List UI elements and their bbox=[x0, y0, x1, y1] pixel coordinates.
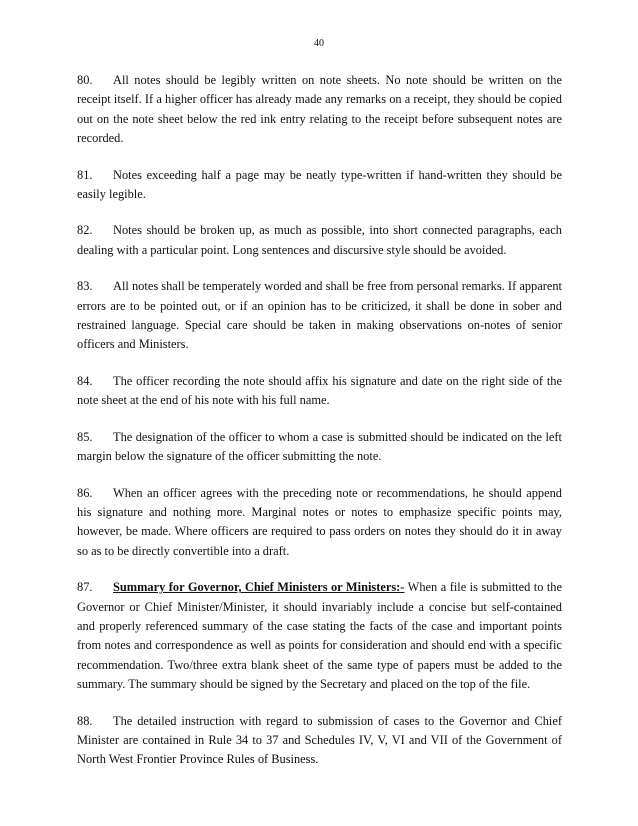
paragraph-text: Notes exceeding half a page may be neatly type-written if hand-written they should be easily legible. bbox=[77, 167, 562, 202]
paragraph-87 bbox=[77, 578, 562, 694]
paragraph-text: The designation of the officer to whom a case is submitted should be indicated on the left margin below the signature of the officer submitting the note. bbox=[77, 429, 562, 464]
paragraph-number: 87. bbox=[77, 580, 93, 595]
page-number: 40 bbox=[314, 38, 324, 49]
document-body bbox=[77, 71, 562, 787]
paragraph-text: The detailed instruction with regard to submission of cases to the Governor and Chief Minister are contained in Rule 34 to 37 and Schedules IV, V, VI and VII of the Government of North West Frontier Province Rules of Business. bbox=[77, 713, 562, 767]
section-heading: Summary for Governor, Chief Ministers or Ministers:- bbox=[113, 580, 405, 595]
paragraph-number: 83. bbox=[77, 279, 93, 294]
paragraph-number: 88. bbox=[77, 713, 93, 728]
paragraph-number: 85. bbox=[77, 429, 93, 444]
paragraph-text: All notes should be legibly written on note sheets. No note should be written on the receipt itself. If a higher officer has already made any remarks on a receipt, they should be copied out on the note sheet below the red ink entry relating to the receipt before subsequent notes are recorded. bbox=[77, 73, 562, 146]
paragraph-text: Notes should be broken up, as much as possible, into short connected paragraphs, each dealing with a particular point. Long sentences and discursive style should be avoided. bbox=[77, 223, 562, 257]
paragraph-text: All notes shall be temperately worded and shall be free from personal remarks. If apparent errors are to be pointed out, or if an opinion has to be criticized, it shall be done in sober and restrained language. Special care should be taken in making observations on-notes of senior officers and Ministers. bbox=[77, 279, 562, 352]
paragraph-88 bbox=[77, 712, 562, 770]
paragraph-text: The officer recording the note should affix his signature and date on the right side of the note sheet at the end of his note with his full name. bbox=[77, 373, 562, 408]
paragraph-number: 80. bbox=[77, 73, 93, 87]
paragraph-84 bbox=[77, 372, 562, 411]
paragraph-85 bbox=[77, 428, 562, 467]
paragraph-number: 84. bbox=[77, 373, 93, 388]
paragraph-text: When an officer agrees with the preceding note or recommendations, he should append his signature and nothing more. Marginal notes or notes to emphasize specific points may, however, be made. Where officers are required to pass orders on notes they should do it in away so as to be directly convertible into a draft. bbox=[77, 485, 562, 558]
paragraph-83 bbox=[77, 277, 562, 355]
paragraph-number: 86. bbox=[77, 485, 93, 500]
paragraph-text: When a file is submitted to the Governor or Chief Minister/Minister, it should invariably include a concise but self-contained and properly referenced summary of the case stating the facts of the case and important points from notes and correspondence as well as points for consideration and should end with a specific recommendation. Two/three extra blank sheet of the same type of papers must be added to the summary. The summary should be signed by the Secretary and placed on the top of the file. bbox=[77, 580, 562, 692]
paragraph-86 bbox=[77, 484, 562, 562]
paragraph-81 bbox=[77, 166, 562, 205]
paragraph-number: 82. bbox=[77, 223, 93, 238]
paragraph-82 bbox=[77, 221, 562, 260]
paragraph-80 bbox=[77, 71, 562, 149]
paragraph-number: 81. bbox=[77, 167, 93, 182]
